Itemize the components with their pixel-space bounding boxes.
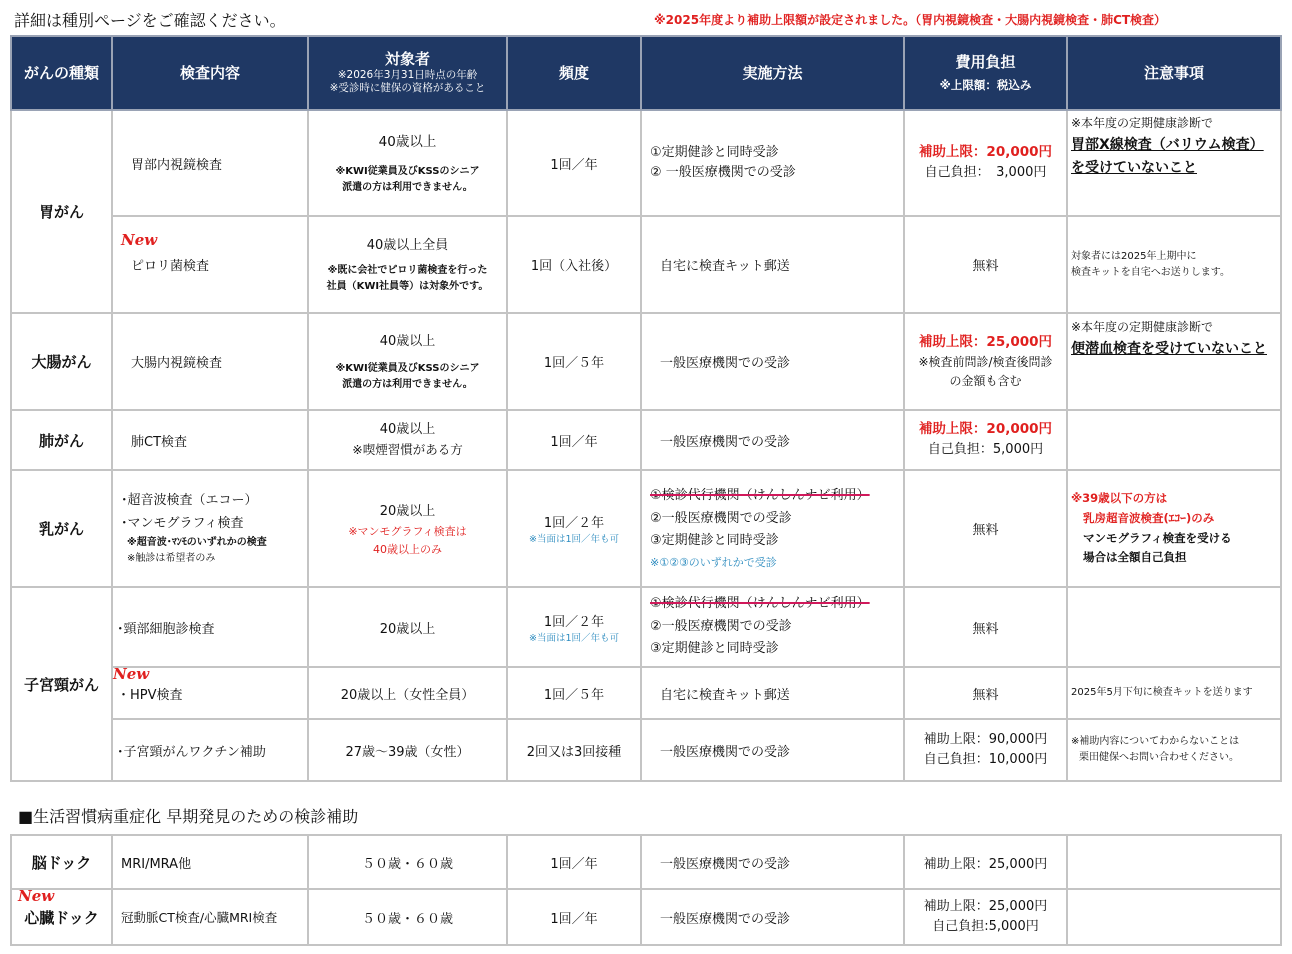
breast-cost: 無料 bbox=[904, 470, 1067, 587]
breast-exam: ･超音波検査（エコー） ･マンモグラフィ検査 ※超音波･ﾏﾝﾓのいずれかの検査 ※触診は希望者のみ bbox=[112, 470, 308, 587]
table-row bbox=[11, 889, 1281, 945]
cervix-cost: 無料 bbox=[904, 587, 1067, 667]
table-row bbox=[11, 719, 1281, 781]
heart-dock-note bbox=[1067, 889, 1281, 945]
header-method: 実施方法 bbox=[641, 36, 904, 110]
lung-target: 40歳以上 ※喫煙習慣がある方 bbox=[308, 410, 507, 470]
breast-frequency: 1回／２年 ※当面は1回／年も可 bbox=[507, 470, 641, 587]
subsidy-limit-notice: ※2025年度より補助上限額が設定されました。（胃内視鏡検査・大腸内視鏡検査・肺CT検査） bbox=[654, 13, 1167, 27]
new-badge: New bbox=[121, 231, 158, 249]
header-frequency: 頻度 bbox=[507, 36, 641, 110]
new-badge: New bbox=[18, 887, 55, 905]
breast-type-cell: 乳がん bbox=[11, 470, 112, 587]
stomach-frequency: 1回／年 bbox=[507, 110, 641, 216]
stomach-method: ①定期健診と同時受診 ② 一般医療機関での受診 bbox=[641, 110, 904, 216]
pylori-frequency: 1回（入社後） bbox=[507, 216, 641, 313]
table-header-row bbox=[11, 36, 1281, 110]
brain-dock-cost: 補助上限：25,000円 bbox=[904, 835, 1067, 889]
cervix-exam: ･頸部細胞診検査 bbox=[112, 587, 308, 667]
header-target: 対象者 ※2026年3月31日時点の年齢 ※受診時に健保の資格があること bbox=[308, 36, 507, 110]
colon-frequency: 1回／５年 bbox=[507, 313, 641, 410]
page-instruction: 詳細は種別ページをご確認ください。 bbox=[14, 11, 286, 30]
table-row bbox=[11, 587, 1281, 667]
hpv-frequency: 1回／５年 bbox=[507, 667, 641, 719]
vaccine-frequency: 2回又は3回接種 bbox=[507, 719, 641, 781]
colon-note: ※本年度の定期健康診断で 便潜血検査を受けていないこと bbox=[1067, 313, 1281, 410]
vaccine-method: 一般医療機関での受診 bbox=[641, 719, 904, 781]
table-row bbox=[11, 470, 1281, 587]
table-row bbox=[11, 667, 1281, 719]
colon-target: 40歳以上 ※KWI従業員及びKSSのシニア 派遣の方は利用できません。 bbox=[308, 313, 507, 410]
heart-dock-cost: 補助上限：25,000円 自己負担:5,000円 bbox=[904, 889, 1067, 945]
colon-method: 一般医療機関での受診 bbox=[641, 313, 904, 410]
table-row bbox=[11, 410, 1281, 470]
table-row bbox=[11, 835, 1281, 889]
pylori-target: 40歳以上全員 ※既に会社でピロリ菌検査を行った 社員（KWI社員等）は対象外です。 bbox=[308, 216, 507, 313]
stomach-note: ※本年度の定期健康診断で 胃部X線検査（バリウム検査） を受けていないこと bbox=[1067, 110, 1281, 216]
colon-cost: 補助上限：25,000円 ※検査前問診/検査後問診 の金額も含む bbox=[904, 313, 1067, 410]
hpv-exam: New ・HPV検査 bbox=[112, 667, 308, 719]
new-badge: New bbox=[113, 665, 150, 683]
table-row bbox=[11, 110, 1281, 216]
stomach-cost: 補助上限：20,000円 自己負担： 3,000円 bbox=[904, 110, 1067, 216]
hpv-method: 自宅に検査キット郵送 bbox=[641, 667, 904, 719]
brain-dock-method: 一般医療機関での受診 bbox=[641, 835, 904, 889]
cervix-frequency: 1回／２年 ※当面は1回／年も可 bbox=[507, 587, 641, 667]
breast-note: ※39歳以下の方は 乳房超音波検査(ｴｺｰ)のみ マンモグラフィ検査を受ける 場合は全額自己負担 bbox=[1067, 470, 1281, 587]
pylori-method: 自宅に検査キット郵送 bbox=[641, 216, 904, 313]
lung-method: 一般医療機関での受診 bbox=[641, 410, 904, 470]
cervix-type-cell: 子宮頸がん bbox=[11, 587, 112, 781]
heart-dock-type: New 心臓ドック bbox=[11, 889, 112, 945]
heart-dock-method: 一般医療機関での受診 bbox=[641, 889, 904, 945]
header-cost: 費用負担 ※上限額：税込み bbox=[904, 36, 1067, 110]
pylori-note: 対象者には2025年上期中に 検査キットを自宅へお送りします。 bbox=[1067, 216, 1281, 313]
vaccine-exam: ･子宮頸がんワクチン補助 bbox=[112, 719, 308, 781]
stomach-exam: 胃部内視鏡検査 bbox=[112, 110, 308, 216]
lifestyle-section-heading: ■生活習慣病重症化 早期発見のための検診補助 bbox=[18, 807, 359, 826]
brain-dock-target: ５０歳・６０歳 bbox=[308, 835, 507, 889]
vaccine-target: 27歳～39歳（女性） bbox=[308, 719, 507, 781]
pylori-cost: 無料 bbox=[904, 216, 1067, 313]
stomach-type-cell: 胃がん bbox=[11, 110, 112, 313]
lifestyle-screening-table bbox=[10, 834, 1282, 946]
cervix-method: ①検診代行機関（けんしんナビ利用） ②一般医療機関での受診 ③定期健診と同時受診 bbox=[641, 587, 904, 667]
cervix-note bbox=[1067, 587, 1281, 667]
colon-type-cell: 大腸がん bbox=[11, 313, 112, 410]
lung-exam: 肺CT検査 bbox=[112, 410, 308, 470]
lung-frequency: 1回／年 bbox=[507, 410, 641, 470]
stomach-target: 40歳以上 ※KWI従業員及びKSSのシニア 派遣の方は利用できません。 bbox=[308, 110, 507, 216]
hpv-target: 20歳以上（女性全員） bbox=[308, 667, 507, 719]
hpv-cost: 無料 bbox=[904, 667, 1067, 719]
cervix-target: 20歳以上 bbox=[308, 587, 507, 667]
lung-type-cell: 肺がん bbox=[11, 410, 112, 470]
vaccine-note: ※補助内容についてわからないことは 栗田健保へお問い合わせください。 bbox=[1067, 719, 1281, 781]
header-notes: 注意事項 bbox=[1067, 36, 1281, 110]
breast-method: ①検診代行機関（けんしんナビ利用） ②一般医療機関での受診 ③定期健診と同時受診 ※①②③のいずれかで受診 bbox=[641, 470, 904, 587]
brain-dock-frequency: 1回／年 bbox=[507, 835, 641, 889]
heart-dock-target: ５０歳・６０歳 bbox=[308, 889, 507, 945]
brain-dock-type: 脳ドック bbox=[11, 835, 112, 889]
table-row bbox=[11, 216, 1281, 313]
header-cancer-type: がんの種類 bbox=[11, 36, 112, 110]
breast-target: 20歳以上 ※マンモグラフィ検査は 40歳以上のみ bbox=[308, 470, 507, 587]
heart-dock-exam: 冠動脈CT検査/心臓MRI検査 bbox=[112, 889, 308, 945]
hpv-note: 2025年5月下旬に検査キットを送ります bbox=[1067, 667, 1281, 719]
lung-note bbox=[1067, 410, 1281, 470]
colon-exam: 大腸内視鏡検査 bbox=[112, 313, 308, 410]
brain-dock-exam: MRI/MRA他 bbox=[112, 835, 308, 889]
cancer-screening-table bbox=[10, 35, 1282, 782]
pylori-exam: New ピロリ菌検査 bbox=[112, 216, 308, 313]
brain-dock-note bbox=[1067, 835, 1281, 889]
heart-dock-frequency: 1回／年 bbox=[507, 889, 641, 945]
lung-cost: 補助上限：20,000円 自己負担：5,000円 bbox=[904, 410, 1067, 470]
vaccine-cost: 補助上限：90,000円 自己負担：10,000円 bbox=[904, 719, 1067, 781]
table-row bbox=[11, 313, 1281, 410]
header-exam: 検査内容 bbox=[112, 36, 308, 110]
